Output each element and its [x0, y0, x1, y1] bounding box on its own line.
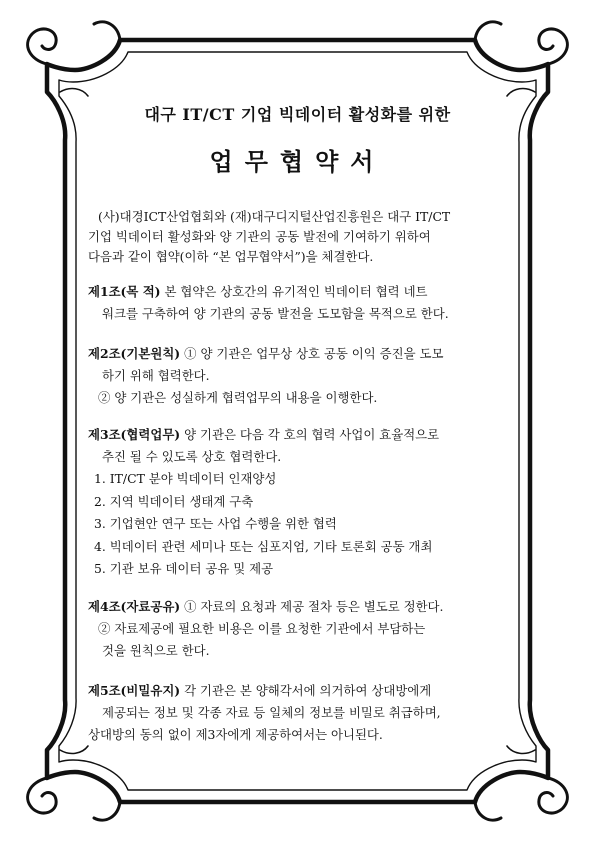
article-2-heading: 제2조(기본원칙) — [88, 346, 181, 361]
article-2-text-2: 하기 위해 협력한다. — [102, 368, 210, 383]
article-2-text-1: ① 양 기관은 업무상 상호 공동 이익 증진을 도모 — [180, 346, 444, 361]
article-5 — [88, 680, 522, 746]
article-3-item: 2. 지역 빅데이터 생태계 구축 — [94, 493, 254, 509]
article-3-text-1: 양 기관은 다음 각 호의 협력 사업이 효율적으로 — [180, 427, 440, 442]
article-4-text-1: ① 자료의 요청과 제공 절차 등은 별도로 정한다. — [180, 599, 444, 614]
article-1-text-1: 본 협약은 상호간의 유기적인 빅데이터 협력 네트 — [160, 284, 428, 299]
intro-line-1: (사)대경ICT산업협회와 (재)대구디지털산업진흥원은 대구 IT/CT — [98, 209, 451, 224]
article-1-heading: 제1조(목 적) — [88, 284, 161, 299]
article-3-text-2: 추진 될 수 있도록 상호 협력한다. — [102, 449, 282, 464]
article-1 — [88, 281, 522, 325]
document-title-line1: 대구 IT/CT 기업 빅데이터 활성화를 위한 — [144, 105, 451, 124]
document-title-line2: 업무협약서 — [209, 147, 386, 176]
article-5-text-3: 상대방의 동의 없이 제3자에게 제공하여서는 아니된다. — [88, 727, 383, 742]
intro-paragraph — [88, 207, 518, 267]
article-2 — [88, 343, 522, 409]
article-4-text-3: 것을 원칙으로 한다. — [102, 643, 210, 658]
article-5-text-1: 각 기관은 본 양해각서에 의거하여 상대방에게 — [180, 683, 432, 698]
article-1-text-2: 워크를 구축하여 양 기관의 공동 발전을 도모함을 목적으로 한다. — [102, 306, 449, 321]
article-3-item: 3. 기업현안 연구 또는 사업 수행을 위한 협력 — [94, 516, 337, 531]
intro-line-2: 기업 빅데이터 활성화와 양 기관의 공동 발전에 기여하기 위하여 — [88, 229, 431, 244]
article-4-heading: 제4조(자료공유) — [88, 599, 181, 614]
article-2-text-3: ② 양 기관은 성실하게 협력업무의 내용을 이행한다. — [98, 390, 378, 405]
intro-line-3: 다음과 같이 협약(이하 “본 업무협약서”)을 체결한다. — [88, 249, 374, 264]
article-3-item: 4. 빅데이터 관련 세미나 또는 심포지엄, 기타 토론회 공동 개최 — [94, 538, 433, 554]
article-5-heading: 제5조(비밀유지) — [88, 683, 181, 698]
article-5-text-2: 제공되는 정보 및 각종 자료 등 일체의 정보를 비밀로 취급하며, — [102, 705, 441, 720]
article-3 — [88, 424, 522, 581]
article-3-item: 1. IT/CT 분야 빅데이터 인재양성 — [94, 471, 277, 486]
article-3-item: 5. 기관 보유 데이터 공유 및 제공 — [94, 561, 274, 576]
article-4 — [88, 596, 522, 662]
article-4-text-2: ② 자료제공에 필요한 비용은 이를 요청한 기관에서 부담하는 — [98, 621, 426, 636]
article-3-heading: 제3조(협력업무) — [88, 427, 181, 442]
